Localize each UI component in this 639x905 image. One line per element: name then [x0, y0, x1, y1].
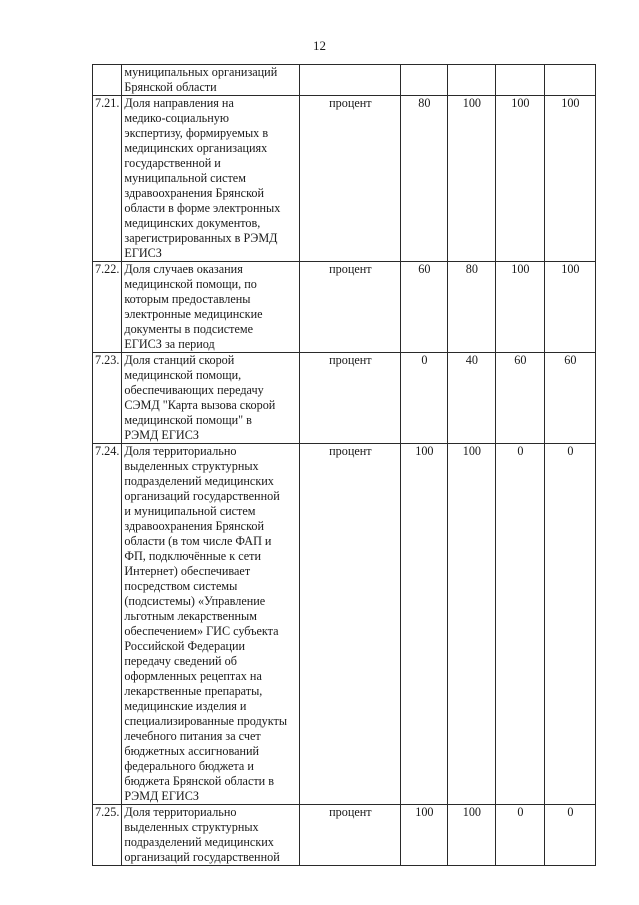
table-row	[93, 262, 596, 353]
indicator-description	[122, 96, 300, 262]
description-line: и муниципальной систем	[124, 504, 256, 518]
description-line: области (в том числе ФАП и	[124, 534, 272, 548]
description-line: документы в подсистеме	[124, 322, 254, 336]
year-value-3: 100	[496, 262, 545, 353]
year-value-1: 0	[401, 353, 448, 444]
unit-of-measure: процент	[300, 353, 401, 444]
indicator-number: 7.24.	[93, 444, 122, 805]
year-value-4: 100	[545, 262, 596, 353]
year-value-4	[545, 65, 596, 96]
description-line: ЕГИСЗ	[124, 246, 162, 260]
year-value-2: 100	[448, 444, 496, 805]
description-line: Доля случаев оказания	[124, 262, 243, 276]
description-line: Доля направления на	[124, 96, 234, 110]
description-line: медицинских организациях	[124, 141, 268, 155]
unit-of-measure	[300, 65, 401, 96]
description-line: подразделений медицинских	[124, 835, 274, 849]
description-line: обеспечивающих передачу	[124, 383, 264, 397]
description-line: Доля территориально	[124, 805, 237, 819]
table-row	[93, 444, 596, 805]
indicator-number: 7.22.	[93, 262, 122, 353]
indicator-number: 7.23.	[93, 353, 122, 444]
indicators-table	[92, 64, 596, 866]
description-line: подразделений медицинских	[124, 474, 274, 488]
unit-of-measure: процент	[300, 805, 401, 866]
indicator-description	[122, 805, 300, 866]
description-line: медицинских документов,	[124, 216, 261, 230]
year-value-4: 100	[545, 96, 596, 262]
description-line: здравоохранения Брянской	[124, 186, 265, 200]
description-line: федерального бюджета и	[124, 759, 254, 773]
description-line: Интернет) обеспечивает	[124, 564, 251, 578]
year-value-4: 60	[545, 353, 596, 444]
description-line: экспертизу, формируемых в	[124, 126, 269, 140]
year-value-3	[496, 65, 545, 96]
table-body	[93, 65, 596, 866]
indicator-number	[93, 65, 122, 96]
description-line: ЕГИСЗ за период	[124, 337, 215, 351]
year-value-1: 100	[401, 444, 448, 805]
table-row	[93, 96, 596, 262]
year-value-4: 0	[545, 805, 596, 866]
description-line: обеспечением» ГИС субъекта	[124, 624, 279, 638]
description-line: льготным лекарственным	[124, 609, 257, 623]
year-value-2: 100	[448, 805, 496, 866]
year-value-2: 100	[448, 96, 496, 262]
year-value-1: 100	[401, 805, 448, 866]
description-line: Доля станций скорой	[124, 353, 235, 367]
description-line: специализированные продукты	[124, 714, 288, 728]
description-line: лечебного питания за счет	[124, 729, 261, 743]
description-line: муниципальных организаций	[124, 65, 278, 79]
table-row	[93, 65, 596, 96]
year-value-2: 40	[448, 353, 496, 444]
description-line: Российской Федерации	[124, 639, 246, 653]
indicator-description	[122, 65, 300, 96]
description-line: здравоохранения Брянской	[124, 519, 265, 533]
indicator-number: 7.25.	[93, 805, 122, 866]
description-line: медико-социальную	[124, 111, 229, 125]
unit-of-measure: процент	[300, 262, 401, 353]
description-line: выделенных структурных	[124, 459, 259, 473]
description-line: ФП, подключённые к сети	[124, 549, 262, 563]
page-number: 12	[313, 38, 326, 53]
year-value-3: 60	[496, 353, 545, 444]
description-line: СЭМД "Карта вызова скорой	[124, 398, 276, 412]
description-line: РЭМД ЕГИСЗ	[124, 789, 199, 803]
description-line: оформленных рецептах на	[124, 669, 262, 683]
description-line: муниципальной систем	[124, 171, 246, 185]
description-line: зарегистрированных в РЭМД	[124, 231, 278, 245]
description-line: электронные медицинские	[124, 307, 263, 321]
description-line: организаций государственной	[124, 850, 280, 864]
description-line: выделенных структурных	[124, 820, 259, 834]
description-line: бюджетных ассигнований	[124, 744, 260, 758]
year-value-3: 100	[496, 96, 545, 262]
description-line: РЭМД ЕГИСЗ	[124, 428, 199, 442]
year-value-2: 80	[448, 262, 496, 353]
description-line: медицинской помощи, по	[124, 277, 257, 291]
description-line: (подсистемы) «Управление	[124, 594, 266, 608]
year-value-1: 80	[401, 96, 448, 262]
description-line: посредством системы	[124, 579, 238, 593]
description-line: Доля территориально	[124, 444, 237, 458]
description-line: медицинские изделия и	[124, 699, 247, 713]
year-value-1: 60	[401, 262, 448, 353]
description-line: бюджета Брянской области в	[124, 774, 274, 788]
description-line: организаций государственной	[124, 489, 280, 503]
indicator-description	[122, 262, 300, 353]
year-value-3: 0	[496, 805, 545, 866]
description-line: лекарственные препараты,	[124, 684, 263, 698]
description-line: Брянской области	[124, 80, 217, 94]
description-line: медицинской помощи" в	[124, 413, 252, 427]
year-value-1	[401, 65, 448, 96]
year-value-3: 0	[496, 444, 545, 805]
description-line: медицинской помощи,	[124, 368, 242, 382]
description-line: передачу сведений об	[124, 654, 237, 668]
indicator-description	[122, 444, 300, 805]
description-line: области в форме электронных	[124, 201, 281, 215]
table-row	[93, 805, 596, 866]
year-value-4: 0	[545, 444, 596, 805]
indicator-description	[122, 353, 300, 444]
unit-of-measure: процент	[300, 96, 401, 262]
table-row	[93, 353, 596, 444]
year-value-2	[448, 65, 496, 96]
description-line: государственной и	[124, 156, 221, 170]
description-line: которым предоставлены	[124, 292, 251, 306]
indicator-number: 7.21.	[93, 96, 122, 262]
unit-of-measure: процент	[300, 444, 401, 805]
